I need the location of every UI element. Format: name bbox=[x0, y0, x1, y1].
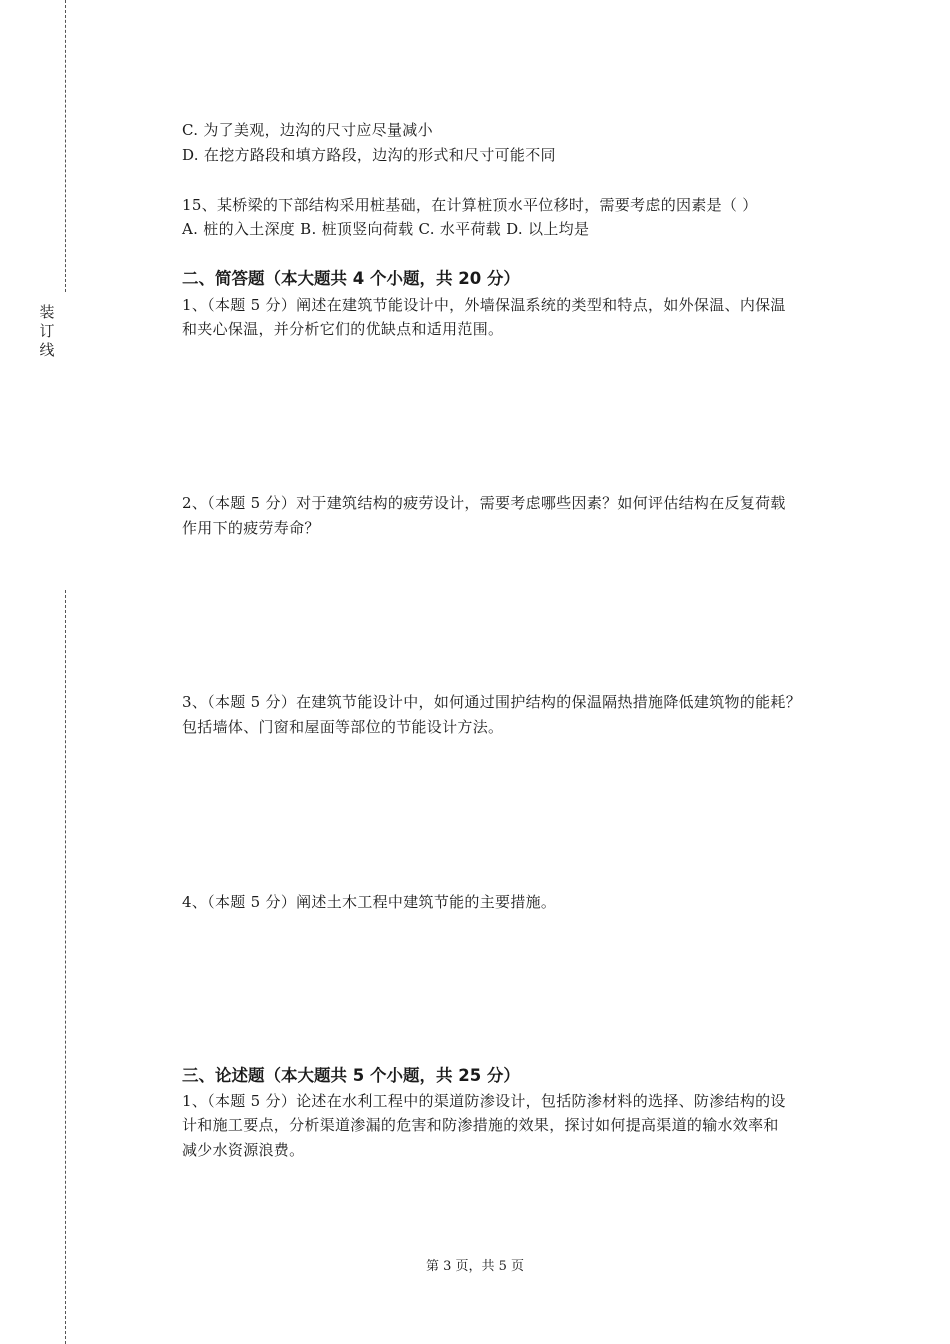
s2-q3-line1: 3、（本题 5 分）在建筑节能设计中，如何通过围护结构的保温隔热措施降低建筑物的能耗？ bbox=[182, 693, 802, 711]
q15-stem: 15、某桥梁的下部结构采用桩基础，在计算桩顶水平位移时，需要考虑的因素是（ ） bbox=[182, 196, 758, 214]
s2-q4-line1: 4、（本题 5 分）阐述土木工程中建筑节能的主要措施。 bbox=[182, 893, 557, 911]
q15-options: A. 桩的入土深度 B. 桩顶竖向荷载 C. 水平荷载 D. 以上均是 bbox=[182, 220, 590, 238]
binding-dashed-line-top bbox=[65, 0, 66, 292]
page-number: 第 3 页，共 5 页 bbox=[425, 1259, 525, 1274]
binding-dashed-line-bottom bbox=[65, 590, 66, 1344]
s2-q1-line1: 1、（本题 5 分）阐述在建筑节能设计中，外墙保温系统的类型和特点，如外保温、内保温 bbox=[182, 296, 786, 314]
s2-q2-line2: 作用下的疲劳寿命？ bbox=[182, 519, 320, 537]
binding-char-1: 装 bbox=[39, 303, 55, 321]
s2-q2-line1: 2、（本题 5 分）对于建筑结构的疲劳设计，需要考虑哪些因素？如何评估结构在反复荷载 bbox=[182, 494, 786, 512]
s2-q3-line2: 包括墙体、门窗和屋面等部位的节能设计方法。 bbox=[182, 718, 504, 736]
binding-char-2: 订 bbox=[39, 322, 55, 340]
section3-heading: 三、论述题（本大题共 5 个小题，共 25 分） bbox=[182, 1066, 520, 1085]
binding-char-3: 线 bbox=[39, 341, 55, 359]
q14-option-c: C. 为了美观，边沟的尺寸应尽量减小 bbox=[182, 121, 433, 139]
s3-q1-line1: 1、（本题 5 分）论述在水利工程中的渠道防渗设计，包括防渗材料的选择、防渗结构的设 bbox=[182, 1092, 786, 1110]
q14-option-d: D. 在挖方路段和填方路段，边沟的形式和尺寸可能不同 bbox=[182, 146, 556, 164]
s3-q1-line3: 减少水资源浪费。 bbox=[182, 1141, 305, 1159]
binding-label bbox=[38, 303, 56, 360]
s2-q1-line2: 和夹心保温，并分析它们的优缺点和适用范围。 bbox=[182, 320, 504, 338]
s3-q1-line2: 计和施工要点，分析渠道渗漏的危害和防渗措施的效果，探讨如何提高渠道的输水效率和 bbox=[182, 1116, 779, 1134]
section2-heading: 二、简答题（本大题共 4 个小题，共 20 分） bbox=[182, 269, 520, 288]
